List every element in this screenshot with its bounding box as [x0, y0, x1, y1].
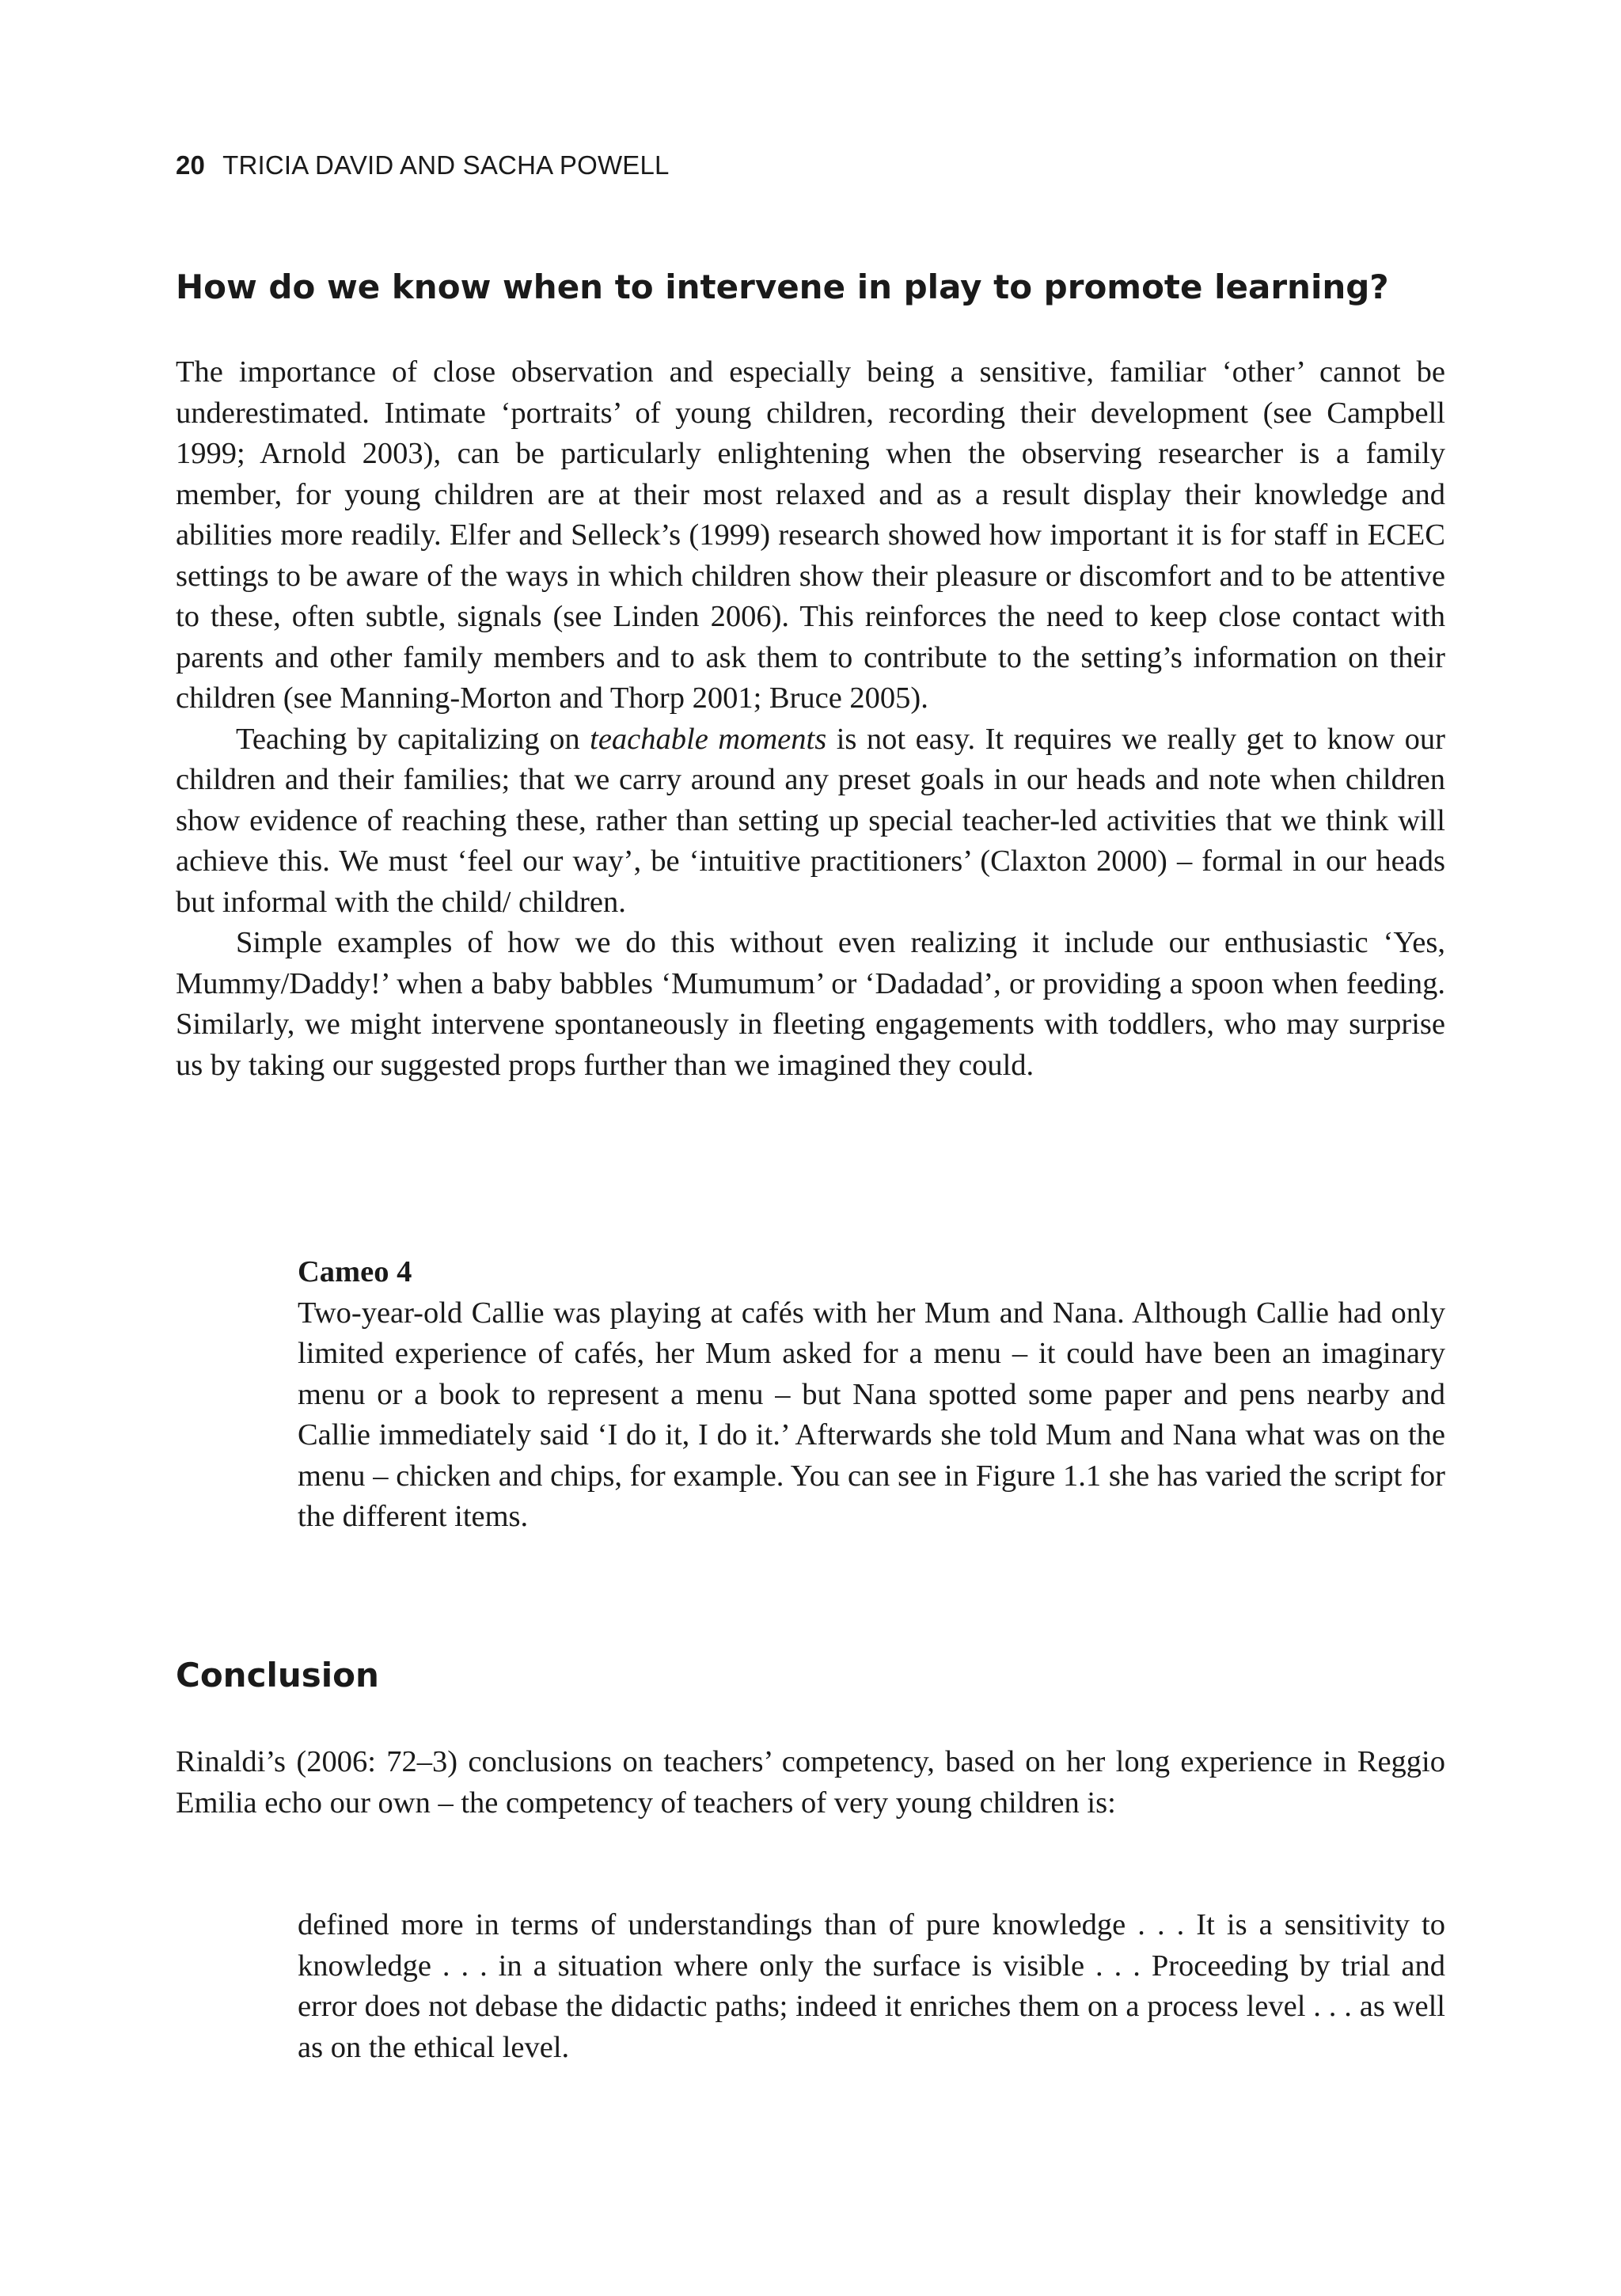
- cameo-title: Cameo 4: [298, 1255, 412, 1288]
- running-head: [176, 150, 670, 180]
- page-number: 20: [176, 150, 206, 180]
- running-head-authors: TRICIA DAVID AND SACHA POWELL: [222, 150, 670, 180]
- emphasis-teachable-moments: teachable moments: [590, 722, 827, 756]
- section-heading-conclusion: Conclusion: [176, 1656, 379, 1694]
- paragraph-rinaldi: Rinaldi’s (2006: 72–3) conclusions on teachers’ competency, based on her long experience in Reggio Emilia echo our own – the competency of teachers of very young children is:: [176, 1745, 1445, 1820]
- block-quote: defined more in terms of understandings than of pure knowledge . . . It is a sensitivity to knowledge . . . in a situation where only the surface is visible . . . Proceeding by trial and error does not debase the didactic paths; indeed it enriches them on a process level . . . as well as on the ethical level.: [298, 1908, 1445, 2064]
- paragraph-teachable-moments: [176, 719, 1445, 924]
- paragraph-text: Teaching by capitalizing on: [236, 722, 590, 756]
- conclusion-body: [176, 1742, 1445, 1824]
- section-body: [176, 352, 1445, 1086]
- paragraph-text: is not easy. It requires we really get to know our children and their families; that we carry around any preset goals in our heads and note when children show evidence of reaching these, rather than setting up special teacher-led activities that we think will achieve this. We must ‘feel our way’, be ‘intuitive practitioners’ (Claxton 2000) – formal in our heads but informal with the child/ children.: [176, 722, 1445, 919]
- section-heading-intervene: How do we know when to intervene in play to promote learning?: [176, 268, 1389, 306]
- cameo-text: Two-year-old Callie was playing at cafés with her Mum and Nana. Although Callie had only limited experience of cafés, her Mum asked for a menu – it could have been an imaginary menu or a book to represent a menu – but Nana spotted some paper and pens nearby and Callie immediately said ‘I do it, I do it.’ Afterwards she told Mum and Nana what was on the menu – chicken and chips, for example. You can see in Figure 1.1 she has varied the script for the different items.: [298, 1296, 1445, 1533]
- paragraph-observation: The importance of close observation and especially being a sensitive, familiar ‘other’ cannot be underestimated. Intimate ‘portraits’ of young children, recording their development (see Campbell 1999; Arnold 2003), can be particularly enlightening when the observing researcher is a family member, for young children are at their most relaxed and as a result display their knowledge and abilities more readily. Elfer and Selleck’s (1999) research showed how important it is for staff in ECEC settings to be aware of the ways in which children show their pleasure or discomfort and to be attentive to these, often subtle, signals (see Linden 2006). This reinforces the need to keep close contact with parents and other family members and to ask them to contribute to the setting’s information on their children (see Manning-Morton and Thorp 2001; Bruce 2005).: [176, 355, 1445, 715]
- cameo-box: [298, 1252, 1445, 1538]
- paragraph-simple-examples: Simple examples of how we do this without even realizing it include our enthusiastic ‘Yes, Mummy/Daddy!’ when a baby babbles ‘Mumumum’ or ‘Dadadad’, or providing a spoon when feeding. Similarly, we might intervene spontaneously in fleeting engagements with toddlers, who may surprise us by taking our suggested props further than we imagined they could.: [176, 926, 1445, 1082]
